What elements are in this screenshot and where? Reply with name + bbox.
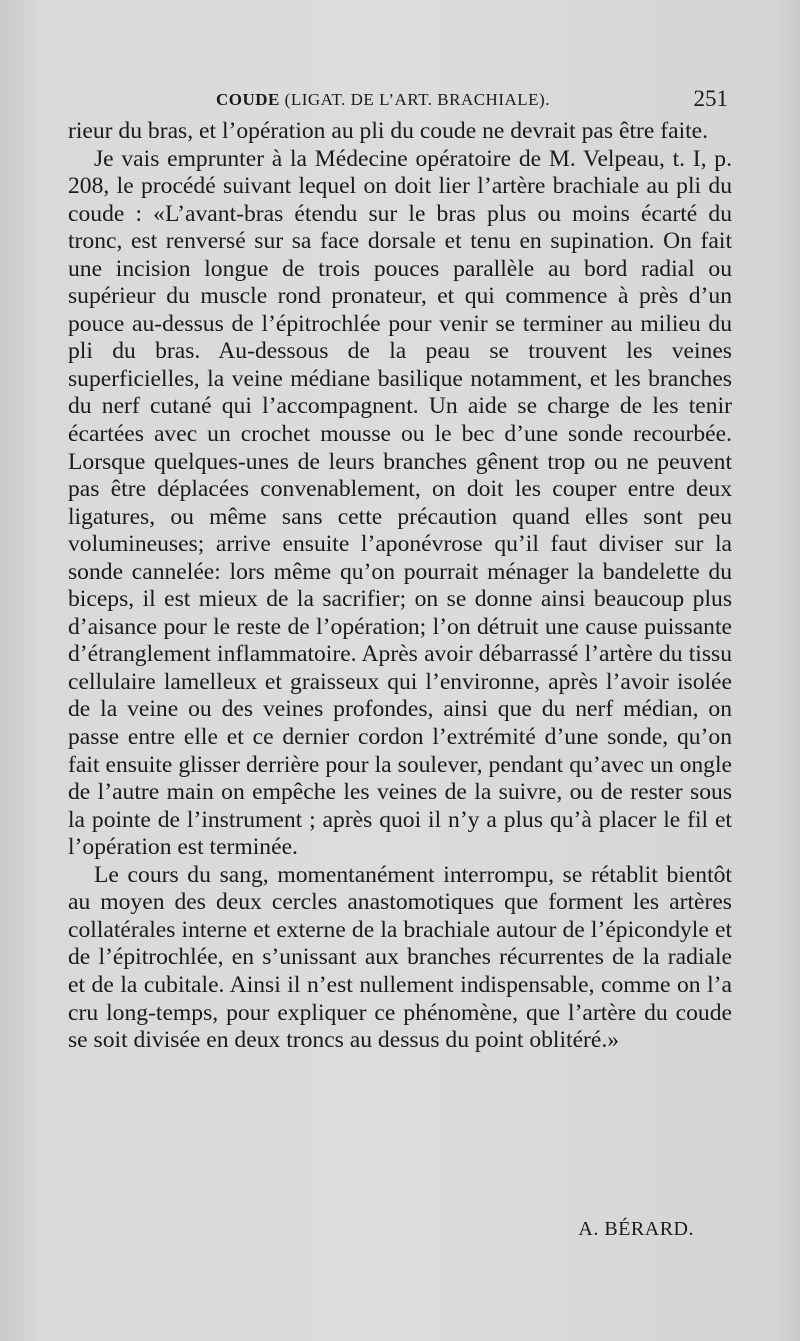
running-head-main: COUDE — [216, 90, 280, 109]
running-head-subtitle: (LIGAT. DE L’ART. BRACHIALE). — [284, 90, 550, 109]
page-header — [68, 86, 732, 118]
running-head — [216, 90, 550, 110]
paragraph-velpeau-procedure: Je vais emprunter à la Médecine opératoire de M. Velpeau, t. I, p. 208, le procédé suivant lequel on doit lier l’artère brachiale au pli du coude : «L’avant-bras étendu sur le bras plus ou moins écarté du tronc, est renversé sur sa face dorsale et tenu en supination. On fait une incision longue de trois pouces parallèle au bord radial ou supérieur du muscle rond pronateur, et qui commence à près d’un pouce au-dessus de l’épitrochlée pour venir se terminer au milieu du pli du bras. Au-dessous de la peau se trouvent les veines superficielles, la veine médiane basilique notamment, et les branches du nerf cutané qui l’accompagnent. Un aide se charge de les tenir écartées avec un crochet mousse ou le bec d’une sonde recourbée. Lorsque quelques-unes de leurs branches gênent trop ou ne peuvent pas être déplacées convenablement, on doit les couper entre deux ligatures, ou même sans cette précaution quand elles sont peu volumineuses; arrive ensuite l’aponévrose qu’il faut diviser sur la sonde cannelée: lors même qu’on pourrait ménager la bandelette du biceps, il est mieux de la sacrifier; on se donne ainsi beaucoup plus d’aisance pour le reste de l’opération; l’on détruit une cause puissante d’étranglement inflammatoire. Après avoir débarrassé l’artère du tissu cellulaire lamelleux et graisseux qui l’environne, après l’avoir isolée de la veine ou des veines profondes, ainsi que du nerf médian, on passe entre elle et ce dernier cordon l’extrémité d’une sonde, qu’on fait ensuite glisser derrière pour la soulever, pendant qu’avec un ongle de l’autre main on empêche les veines de la suivre, ou de rester sous la pointe de l’instrument ; après quoi il n’y a plus qu’à placer le fil et l’opération est terminée. — [68, 145, 732, 861]
page-number: 251 — [693, 86, 728, 111]
paragraph-blood-flow: Le cours du sang, momentanément interrompu, se rétablit bientôt au moyen des deux cercles anastomotiques que forment les artères collatérales interne et externe de la brachiale autour de l’épicondyle et de l’épitrochlée, en s’unissant aux branches récurrentes de la radiale et de la cubitale. Ainsi il n’est nullement indispensable, comme on l’a cru long-temps, pour expliquer ce phénomène, que l’artère du coude se soit divisée en deux troncs au dessus du point oblitéré.» — [68, 861, 732, 1054]
body-text — [68, 118, 732, 1055]
paragraph-continuation: rieur du bras, et l’opération au pli du coude ne devrait pas être faite. — [68, 118, 709, 144]
author-signature: A. BÉRARD. — [578, 1218, 694, 1240]
